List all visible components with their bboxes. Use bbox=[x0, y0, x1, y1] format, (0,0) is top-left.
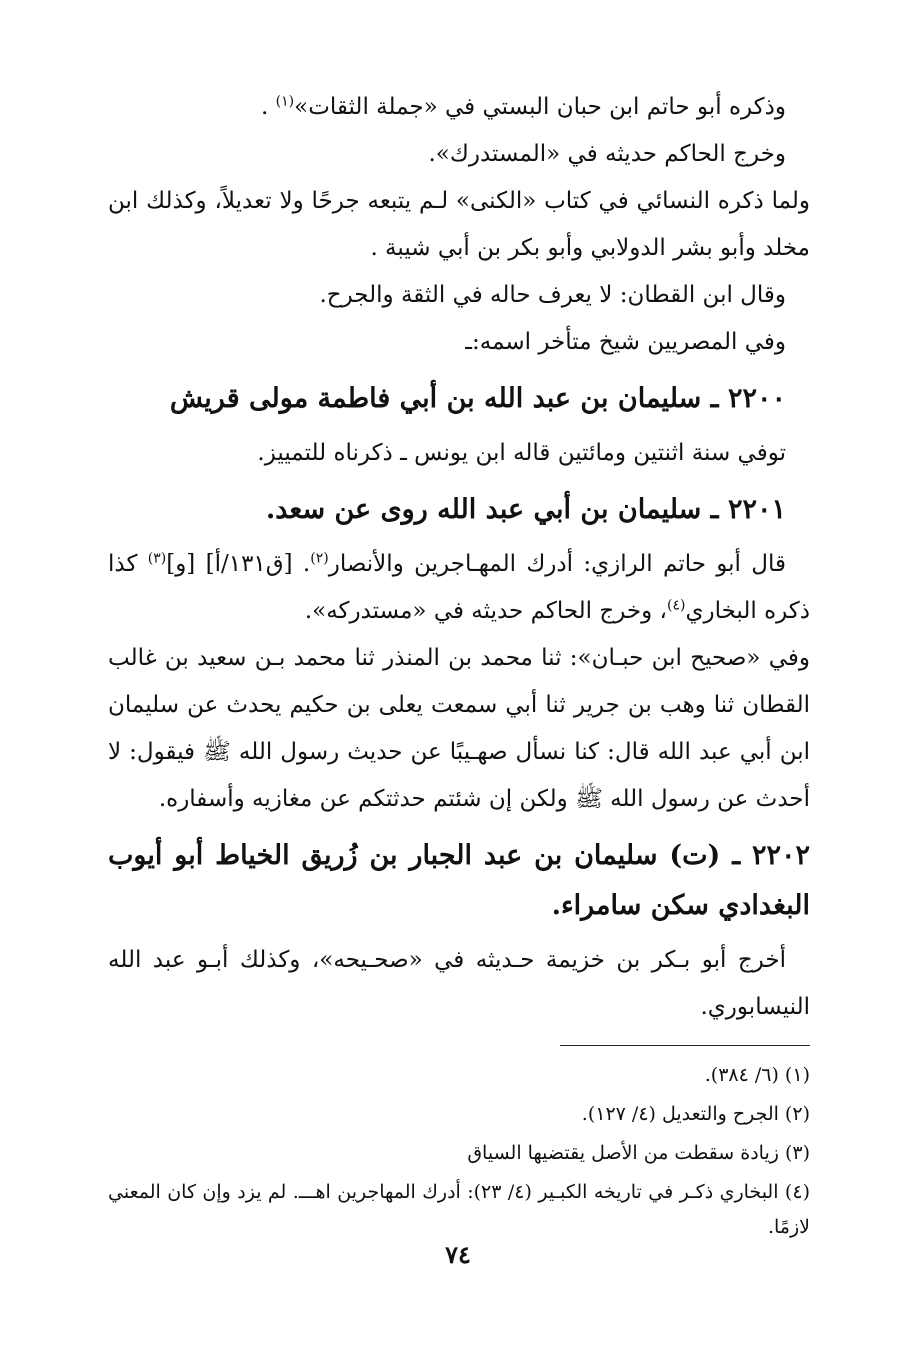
footnote-separator bbox=[560, 1045, 810, 1046]
footnote-3: (٣) زيادة سقطت من الأصل يقتضيها السياق bbox=[467, 1142, 810, 1164]
paragraph-7-text-b: . [ق١٣١/أ] [و] bbox=[166, 551, 311, 577]
paragraph-5: وفي المصريين شيخ متأخر اسمه:ـ bbox=[465, 329, 786, 355]
footnote-ref-3: (٣) bbox=[147, 550, 167, 567]
paragraph-7-text-d: ، وخرج الحاكم حديثه في «مستدركه». bbox=[304, 598, 667, 624]
paragraph-7-text-c: كذا ذكره البخاري bbox=[108, 551, 810, 624]
footnote-1: (١) (٦/ ٣٨٤). bbox=[704, 1064, 810, 1086]
footnote-4: (٤) البخاري ذكـر في تاريخه الكبـير (٤/ ٢٣): أدرك المهاجرين اهـــ. لم يزد وإن كان المعني لازمًا. bbox=[108, 1181, 810, 1238]
entry-heading-2202: ٢٢٠٢ ـ (ت) سليمان بن عبد الجبار بن زُريق الخياط أبو أيوب البغدادي سكن سامراء. bbox=[108, 840, 810, 921]
paragraph-6: توفي سنة اثنتين ومائتين قاله ابن يونس ـ ذكرناه للتمييز. bbox=[257, 440, 786, 466]
footnote-ref-2: (٢) bbox=[310, 550, 329, 567]
page-number: ٧٤ bbox=[445, 1240, 471, 1269]
paragraph-1-end: . bbox=[261, 94, 276, 120]
footnote-ref-1: (١) bbox=[275, 93, 295, 110]
paragraph-9: أخرج أبو بـكر بن خزيمة حـديثه في «صحـيحه»، وكذلك أبـو عبد الله النيسابوري. bbox=[108, 947, 810, 1020]
footnote-2: (٢) الجرح والتعديل (٤/ ١٢٧). bbox=[581, 1103, 810, 1125]
paragraph-4: وقال ابن القطان: لا يعرف حاله في الثقة والجرح. bbox=[319, 282, 786, 308]
entry-heading-2200: ٢٢٠٠ ـ سليمان بن عبد الله بن أبي فاطمة مولى قريش bbox=[169, 383, 786, 414]
paragraph-8: وفي «صحيح ابن حبـان»: ثنا محمد بن المنذر ثنا محمد بـن سعيد بن غالب القطان ثنا وهب بن جرير ثنا أبي سمعت يعلى بن حكيم يحدث عن سليمان ابن أبي عبد الله قال: كنا نسأل صهـيبًا عن حديث رسول الله ﷺ فيقول: لا أحدث عن رسول الله ﷺ ولكن إن شئتم حدثتكم عن مغازيه وأسفاره. bbox=[108, 645, 810, 812]
entry-heading-2201: ٢٢٠١ ـ سليمان بن أبي عبد الله روى عن سعد. bbox=[265, 494, 786, 525]
paragraph-7 bbox=[108, 541, 810, 635]
page-body bbox=[108, 84, 810, 1249]
footnote-ref-4: (٤) bbox=[666, 597, 686, 614]
paragraph-1 bbox=[108, 84, 810, 131]
paragraph-7-text-a: قال أبو حاتم الرازي: أدرك المهـاجرين والأنصار bbox=[328, 551, 786, 577]
paragraph-1-text: وذكره أبو حاتم ابن حبان البستي في «جملة الثقات» bbox=[294, 94, 786, 120]
paragraph-3: ولما ذكره النسائي في كتاب «الكنى» لـم يتبعه جرحًا ولا تعديلاً، وكذلك ابن مخلد وأبو بشر الدولابي وأبو بكر بن أبي شيبة . bbox=[108, 188, 810, 261]
paragraph-2: وخرج الحاكم حديثه في «المستدرك». bbox=[428, 141, 786, 167]
